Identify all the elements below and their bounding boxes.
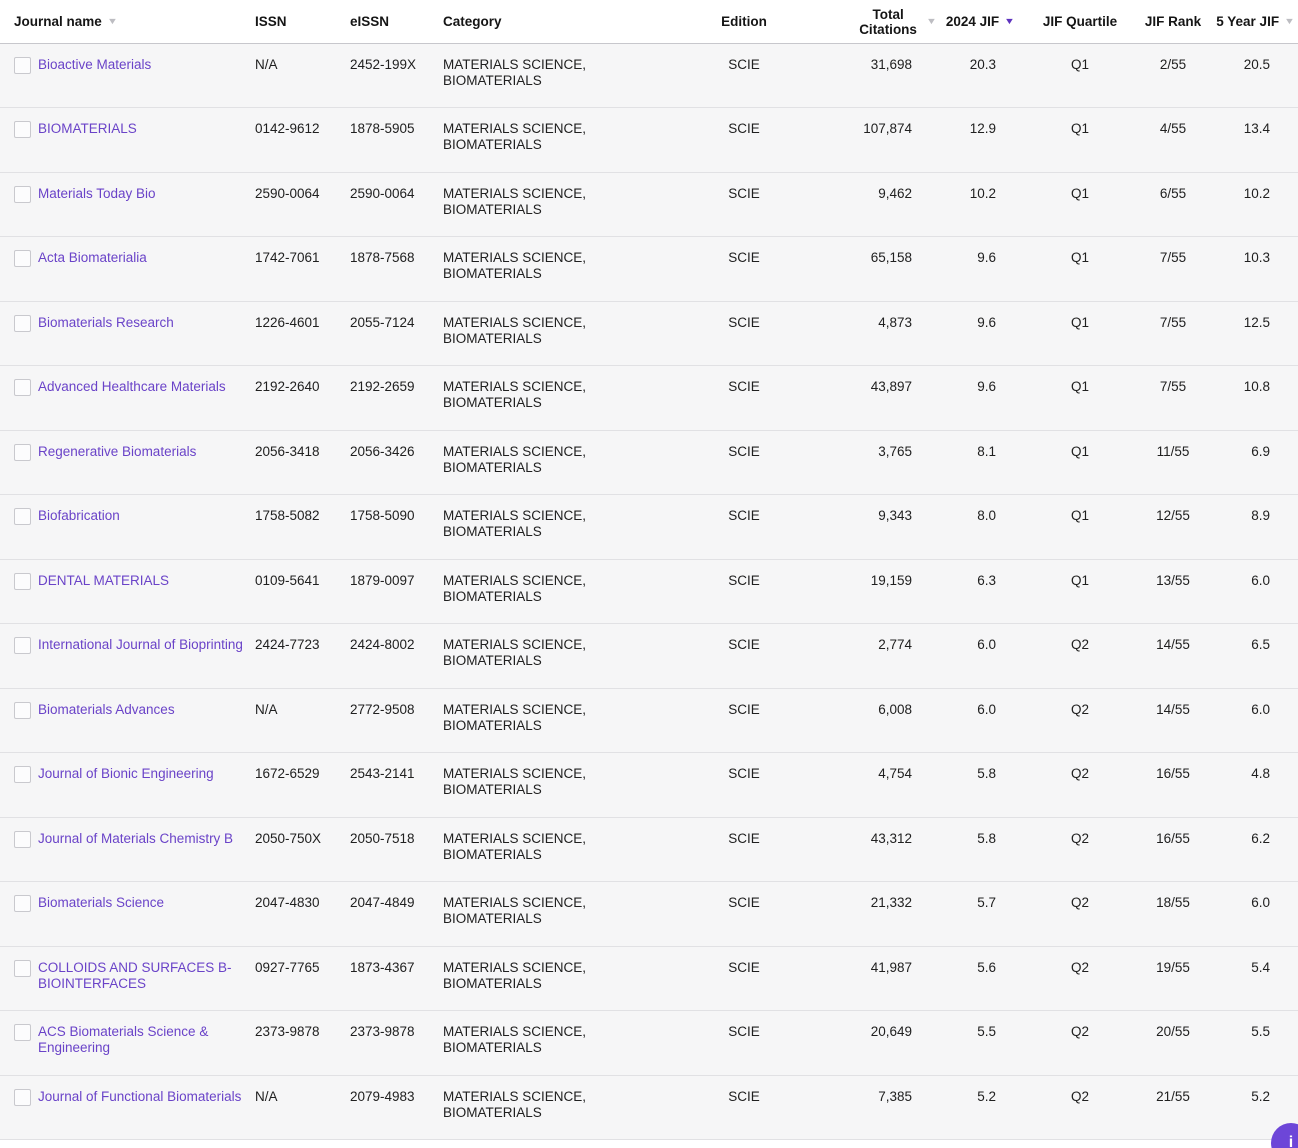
row-checkbox[interactable] xyxy=(14,444,31,461)
journal-name-header-label: Journal name xyxy=(14,14,102,29)
row-checkbox[interactable] xyxy=(14,250,31,267)
edition-cell: SCIE xyxy=(728,508,760,524)
journal-name-link[interactable]: Journal of Bionic Engineering xyxy=(38,766,214,782)
jif-quartile-cell: Q2 xyxy=(1070,830,1089,846)
journal-name-cell xyxy=(38,818,252,847)
row-checkbox[interactable] xyxy=(14,379,31,396)
edition-cell: SCIE xyxy=(728,57,760,72)
jif-cell: 9.6 xyxy=(977,250,996,266)
jif-rank-cell: 7/55 xyxy=(1159,379,1187,395)
jif-quartile-cell: Q2 xyxy=(1070,895,1089,911)
journal-name-link[interactable]: Bioactive Materials xyxy=(38,57,152,72)
table-row xyxy=(0,947,1298,1011)
row-checkbox-cell xyxy=(0,237,38,271)
row-checkbox[interactable] xyxy=(14,57,31,74)
total-citations-cell: 9,343 xyxy=(878,508,912,524)
journal-name-cell xyxy=(38,108,252,137)
issn-cell: 2424-7723 xyxy=(255,637,320,653)
category-value: MATERIALS SCIENCE, BIOMATERIALS xyxy=(443,314,587,346)
category-value: MATERIALS SCIENCE, BIOMATERIALS xyxy=(443,959,587,991)
category-value: MATERIALS SCIENCE, BIOMATERIALS xyxy=(443,766,587,798)
row-checkbox[interactable] xyxy=(14,960,31,977)
column-header-issn xyxy=(252,14,347,29)
journal-name-cell xyxy=(38,431,252,460)
total-citations-cell: 107,874 xyxy=(863,121,912,137)
journal-name-cell xyxy=(38,495,252,524)
jif-header-label: 2024 JIF xyxy=(945,14,1000,29)
total-citations-header-label: Total Citations xyxy=(859,6,917,37)
column-header-journal-name[interactable] xyxy=(0,14,252,29)
edition-cell: SCIE xyxy=(728,250,760,266)
category-cell xyxy=(440,495,698,540)
column-header-jif-quartile xyxy=(1020,14,1140,29)
journal-name-link[interactable]: Journal of Functional Biomaterials xyxy=(38,1088,242,1104)
eissn-cell: 2543-2141 xyxy=(350,766,415,782)
five-year-jif-cell: 6.0 xyxy=(1251,701,1270,717)
jif-quartile-cell: Q2 xyxy=(1070,959,1089,975)
eissn-cell: 1879-0097 xyxy=(350,572,415,588)
sort-desc-icon[interactable]: ▼ xyxy=(1283,16,1296,26)
edition-header-label: Edition xyxy=(721,14,767,29)
issn-cell: 0109-5641 xyxy=(255,572,320,588)
edition-cell: SCIE xyxy=(728,766,760,782)
row-checkbox-cell xyxy=(0,108,38,142)
jif-cell: 9.6 xyxy=(977,314,996,330)
jif-quartile-cell: Q2 xyxy=(1070,1024,1089,1040)
category-cell xyxy=(440,108,698,153)
category-value: MATERIALS SCIENCE, BIOMATERIALS xyxy=(443,572,587,604)
journal-name-link[interactable]: International Journal of Bioprinting xyxy=(38,637,243,653)
journal-name-link[interactable]: Advanced Healthcare Materials xyxy=(38,379,226,395)
issn-cell: 1672-6529 xyxy=(255,766,320,782)
jif-rank-cell: 16/55 xyxy=(1156,830,1190,846)
table-row xyxy=(0,173,1298,237)
five-year-jif-cell: 6.0 xyxy=(1251,572,1270,588)
edition-cell: SCIE xyxy=(728,1024,760,1040)
category-cell xyxy=(440,173,698,218)
table-row xyxy=(0,302,1298,366)
jif-cell: 9.6 xyxy=(977,379,996,395)
issn-cell: 2590-0064 xyxy=(255,185,320,201)
category-cell xyxy=(440,947,698,992)
category-value: MATERIALS SCIENCE, BIOMATERIALS xyxy=(443,1024,587,1056)
jif-rank-cell: 7/55 xyxy=(1159,314,1187,330)
jif-quartile-cell: Q2 xyxy=(1070,637,1089,653)
jif-rank-cell: 7/55 xyxy=(1159,250,1187,266)
five-year-jif-cell: 6.0 xyxy=(1251,895,1270,911)
eissn-cell: 2424-8002 xyxy=(350,637,415,653)
sort-desc-icon[interactable]: ▼ xyxy=(106,16,118,26)
jif-rank-cell: 13/55 xyxy=(1156,572,1190,588)
jif-rank-cell: 2/55 xyxy=(1159,57,1187,72)
row-checkbox-cell xyxy=(0,560,38,594)
issn-cell: 1758-5082 xyxy=(255,508,320,524)
table-row xyxy=(0,108,1298,172)
jif-cell: 8.1 xyxy=(977,443,996,459)
category-value: MATERIALS SCIENCE, BIOMATERIALS xyxy=(443,250,587,282)
table-row xyxy=(0,818,1298,882)
category-cell xyxy=(440,560,698,605)
journal-name-cell xyxy=(38,560,252,589)
eissn-cell: 2373-9878 xyxy=(350,1024,415,1040)
row-checkbox[interactable] xyxy=(14,121,31,138)
journal-name-cell xyxy=(38,1076,252,1105)
total-citations-cell: 7,385 xyxy=(878,1088,912,1104)
column-header-2024-jif[interactable] xyxy=(940,14,1020,29)
jif-rank-cell: 20/55 xyxy=(1156,1024,1190,1040)
sort-desc-icon[interactable]: ▼ xyxy=(925,16,938,26)
table-row xyxy=(0,237,1298,301)
jif-cell: 5.8 xyxy=(977,830,996,846)
journal-name-cell xyxy=(38,44,252,73)
total-citations-cell: 20,649 xyxy=(870,1024,912,1040)
column-header-5-year-jif[interactable] xyxy=(1206,14,1298,29)
journal-name-cell xyxy=(38,689,252,718)
issn-header-label: ISSN xyxy=(255,14,287,29)
jif-quartile-cell: Q2 xyxy=(1070,766,1089,782)
table-header-row xyxy=(0,0,1298,44)
jif-quartile-cell: Q1 xyxy=(1070,250,1089,266)
category-cell xyxy=(440,1011,698,1056)
table-row xyxy=(0,753,1298,817)
issn-cell: 2050-750X xyxy=(255,830,322,846)
eissn-cell: 2055-7124 xyxy=(350,314,415,330)
category-cell xyxy=(440,689,698,734)
jif-cell: 5.2 xyxy=(977,1088,996,1104)
category-cell xyxy=(440,882,698,927)
total-citations-cell: 4,754 xyxy=(878,766,912,782)
category-value: MATERIALS SCIENCE, BIOMATERIALS xyxy=(443,508,587,540)
journal-name-cell xyxy=(38,366,252,395)
issn-cell: 2056-3418 xyxy=(255,443,320,459)
five-year-jif-cell: 20.5 xyxy=(1243,57,1270,72)
jif-rank-cell: 18/55 xyxy=(1156,895,1190,911)
jif-quartile-cell: Q1 xyxy=(1070,314,1089,330)
journal-name-link[interactable]: Regenerative Biomaterials xyxy=(38,443,197,459)
issn-cell: N/A xyxy=(255,701,278,717)
category-cell xyxy=(440,366,698,411)
jif-cell: 5.8 xyxy=(977,766,996,782)
eissn-cell: 1873-4367 xyxy=(350,959,415,975)
eissn-cell: 1878-7568 xyxy=(350,250,415,266)
table-row xyxy=(0,366,1298,430)
five-year-jif-cell: 5.5 xyxy=(1251,1024,1270,1040)
row-checkbox-cell xyxy=(0,495,38,529)
row-checkbox[interactable] xyxy=(14,831,31,848)
row-checkbox[interactable] xyxy=(14,637,31,654)
eissn-cell: 2192-2659 xyxy=(350,379,415,395)
row-checkbox[interactable] xyxy=(14,508,31,525)
eissn-cell: 2056-3426 xyxy=(350,443,415,459)
edition-cell: SCIE xyxy=(728,379,760,395)
five-year-jif-cell: 5.4 xyxy=(1251,959,1270,975)
row-checkbox-cell xyxy=(0,1011,38,1045)
category-value: MATERIALS SCIENCE, BIOMATERIALS xyxy=(443,830,587,862)
edition-cell: SCIE xyxy=(728,443,760,459)
total-citations-cell: 6,008 xyxy=(878,701,912,717)
edition-cell: SCIE xyxy=(728,959,760,975)
journal-name-link[interactable]: Biomaterials Research xyxy=(38,314,174,330)
eissn-cell: 2079-4983 xyxy=(350,1088,415,1104)
jif-cell: 5.5 xyxy=(977,1024,996,1040)
edition-cell: SCIE xyxy=(728,121,760,137)
jif-cell: 10.2 xyxy=(969,185,996,201)
total-citations-cell: 43,897 xyxy=(870,379,912,395)
category-value: MATERIALS SCIENCE, BIOMATERIALS xyxy=(443,895,587,927)
jif-rank-cell: 12/55 xyxy=(1156,508,1190,524)
journal-name-cell xyxy=(38,624,252,653)
five-year-jif-cell: 4.8 xyxy=(1251,766,1270,782)
five-year-jif-cell: 10.3 xyxy=(1243,250,1270,266)
jif-quartile-cell: Q1 xyxy=(1070,185,1089,201)
row-checkbox[interactable] xyxy=(14,895,31,912)
jif-quartile-cell: Q1 xyxy=(1070,508,1089,524)
issn-cell: 1742-7061 xyxy=(255,250,320,266)
row-checkbox-cell xyxy=(0,753,38,787)
edition-cell: SCIE xyxy=(728,185,760,201)
table-row xyxy=(0,431,1298,495)
column-header-category xyxy=(440,14,698,29)
issn-cell: 2047-4830 xyxy=(255,895,320,911)
category-cell xyxy=(440,237,698,282)
total-citations-cell: 31,698 xyxy=(870,57,912,72)
table-body xyxy=(0,44,1298,1140)
column-header-total-citations[interactable] xyxy=(790,7,940,37)
eissn-cell: 2452-199X xyxy=(350,57,417,72)
five-year-jif-cell: 13.4 xyxy=(1243,121,1270,137)
journal-name-link[interactable]: ACS Biomaterials Science & Engineering xyxy=(38,1024,209,1056)
category-cell xyxy=(440,1076,698,1121)
row-checkbox-cell xyxy=(0,624,38,658)
jif-quartile-cell: Q2 xyxy=(1070,701,1089,717)
row-checkbox-cell xyxy=(0,302,38,336)
jif-rank-header-label: JIF Rank xyxy=(1144,14,1202,29)
table-row xyxy=(0,1011,1298,1075)
journal-name-link[interactable]: Biomaterials Advances xyxy=(38,701,175,717)
row-checkbox[interactable] xyxy=(14,315,31,332)
category-value: MATERIALS SCIENCE, BIOMATERIALS xyxy=(443,121,587,153)
jif-quartile-cell: Q1 xyxy=(1070,572,1089,588)
five-year-jif-header-label: 5 Year JIF xyxy=(1216,14,1280,29)
journal-name-link[interactable]: COLLOIDS AND SURFACES B-BIOINTERFACES xyxy=(38,959,232,991)
category-value: MATERIALS SCIENCE, BIOMATERIALS xyxy=(443,1088,587,1120)
jif-quartile-header-label: JIF Quartile xyxy=(1042,14,1118,29)
category-cell xyxy=(440,44,698,89)
category-value: MATERIALS SCIENCE, BIOMATERIALS xyxy=(443,701,587,733)
category-cell xyxy=(440,431,698,476)
category-cell xyxy=(440,818,698,863)
column-header-edition xyxy=(698,14,790,29)
category-header-label: Category xyxy=(443,14,502,29)
jif-cell: 20.3 xyxy=(969,57,996,72)
issn-cell: 2373-9878 xyxy=(255,1024,320,1040)
five-year-jif-cell: 8.9 xyxy=(1251,508,1270,524)
sort-desc-active-icon[interactable]: ▼ xyxy=(1004,16,1016,26)
table-row xyxy=(0,1076,1298,1140)
column-header-jif-rank xyxy=(1140,14,1206,29)
journal-name-link[interactable]: Acta Biomaterialia xyxy=(38,250,147,266)
edition-cell: SCIE xyxy=(728,1088,760,1104)
issn-cell: 0927-7765 xyxy=(255,959,320,975)
total-citations-cell: 65,158 xyxy=(870,250,912,266)
journal-name-cell xyxy=(38,753,252,782)
row-checkbox[interactable] xyxy=(14,766,31,783)
total-citations-cell: 9,462 xyxy=(878,185,912,201)
jif-cell: 5.7 xyxy=(977,895,996,911)
row-checkbox-cell xyxy=(0,1076,38,1110)
row-checkbox-cell xyxy=(0,366,38,400)
jif-quartile-cell: Q2 xyxy=(1070,1088,1089,1104)
edition-cell: SCIE xyxy=(728,701,760,717)
total-citations-cell: 3,765 xyxy=(878,443,912,459)
journal-name-link[interactable]: BIOMATERIALS xyxy=(38,121,137,137)
row-checkbox[interactable] xyxy=(14,702,31,719)
eissn-cell: 2050-7518 xyxy=(350,830,415,846)
total-citations-cell: 41,987 xyxy=(870,959,912,975)
jif-cell: 8.0 xyxy=(977,508,996,524)
category-value: MATERIALS SCIENCE, BIOMATERIALS xyxy=(443,185,587,217)
journal-name-link[interactable]: Materials Today Bio xyxy=(38,185,156,201)
journal-name-cell xyxy=(38,1011,252,1056)
eissn-cell: 1758-5090 xyxy=(350,508,415,524)
total-citations-cell: 4,873 xyxy=(878,314,912,330)
five-year-jif-cell: 6.9 xyxy=(1251,443,1270,459)
journal-name-cell xyxy=(38,237,252,266)
edition-cell: SCIE xyxy=(728,637,760,653)
row-checkbox[interactable] xyxy=(14,1089,31,1106)
total-citations-cell: 19,159 xyxy=(870,572,912,588)
table-row xyxy=(0,495,1298,559)
jif-rank-cell: 4/55 xyxy=(1159,121,1187,137)
jif-quartile-cell: Q1 xyxy=(1070,443,1089,459)
jif-rank-cell: 11/55 xyxy=(1156,443,1190,459)
row-checkbox[interactable] xyxy=(14,573,31,590)
category-value: MATERIALS SCIENCE, BIOMATERIALS xyxy=(443,443,587,475)
issn-cell: N/A xyxy=(255,57,278,72)
journal-name-cell xyxy=(38,302,252,331)
jif-cell: 6.0 xyxy=(977,637,996,653)
row-checkbox-cell xyxy=(0,689,38,723)
table-row xyxy=(0,44,1298,108)
edition-cell: SCIE xyxy=(728,572,760,588)
issn-cell: N/A xyxy=(255,1088,278,1104)
jif-cell: 6.0 xyxy=(977,701,996,717)
row-checkbox[interactable] xyxy=(14,186,31,203)
table-row xyxy=(0,624,1298,688)
issn-cell: 2192-2640 xyxy=(255,379,320,395)
eissn-cell: 2590-0064 xyxy=(350,185,415,201)
jif-rank-cell: 16/55 xyxy=(1156,766,1190,782)
category-cell xyxy=(440,624,698,669)
jif-rank-cell: 19/55 xyxy=(1156,959,1190,975)
journal-name-link[interactable]: DENTAL MATERIALS xyxy=(38,572,170,588)
jif-rank-cell: 14/55 xyxy=(1156,701,1190,717)
category-cell xyxy=(440,302,698,347)
journal-name-cell xyxy=(38,882,252,911)
jif-cell: 6.3 xyxy=(977,572,996,588)
jif-quartile-cell: Q1 xyxy=(1070,379,1089,395)
table-row xyxy=(0,689,1298,753)
five-year-jif-cell: 10.8 xyxy=(1243,379,1270,395)
column-header-eissn xyxy=(347,14,440,29)
row-checkbox-cell xyxy=(0,431,38,465)
five-year-jif-cell: 6.5 xyxy=(1251,637,1270,653)
jif-rank-cell: 6/55 xyxy=(1159,185,1187,201)
journal-name-link[interactable]: Biofabrication xyxy=(38,508,120,524)
total-citations-cell: 21,332 xyxy=(870,895,912,911)
five-year-jif-cell: 12.5 xyxy=(1243,314,1270,330)
jif-cell: 5.6 xyxy=(977,959,996,975)
row-checkbox-cell xyxy=(0,44,38,78)
row-checkbox-cell xyxy=(0,947,38,981)
row-checkbox[interactable] xyxy=(14,1024,31,1041)
row-checkbox-cell xyxy=(0,882,38,916)
eissn-header-label: eISSN xyxy=(350,14,390,29)
category-value: MATERIALS SCIENCE, BIOMATERIALS xyxy=(443,637,587,669)
row-checkbox-cell xyxy=(0,173,38,207)
issn-cell: 0142-9612 xyxy=(255,121,320,137)
category-value: MATERIALS SCIENCE, BIOMATERIALS xyxy=(443,379,587,411)
jif-quartile-cell: Q1 xyxy=(1070,57,1089,72)
category-cell xyxy=(440,753,698,798)
jif-rank-cell: 14/55 xyxy=(1156,637,1190,653)
journal-name-cell xyxy=(38,173,252,202)
eissn-cell: 2772-9508 xyxy=(350,701,415,717)
edition-cell: SCIE xyxy=(728,895,760,911)
edition-cell: SCIE xyxy=(728,830,760,846)
edition-cell: SCIE xyxy=(728,314,760,330)
eissn-cell: 1878-5905 xyxy=(350,121,415,137)
five-year-jif-cell: 5.2 xyxy=(1251,1088,1270,1104)
table-row xyxy=(0,882,1298,946)
total-citations-cell: 43,312 xyxy=(870,830,912,846)
info-icon: i xyxy=(1288,1134,1294,1148)
journal-name-link[interactable]: Journal of Materials Chemistry B xyxy=(38,830,234,846)
journal-name-link[interactable]: Biomaterials Science xyxy=(38,895,165,911)
issn-cell: 1226-4601 xyxy=(255,314,320,330)
table-row xyxy=(0,560,1298,624)
jif-cell: 12.9 xyxy=(969,121,996,137)
journal-name-cell xyxy=(38,947,252,992)
five-year-jif-cell: 10.2 xyxy=(1243,185,1270,201)
jif-rank-cell: 21/55 xyxy=(1156,1088,1190,1104)
row-checkbox-cell xyxy=(0,818,38,852)
eissn-cell: 2047-4849 xyxy=(350,895,415,911)
total-citations-cell: 2,774 xyxy=(878,637,912,653)
category-value: MATERIALS SCIENCE, BIOMATERIALS xyxy=(443,57,587,88)
jif-quartile-cell: Q1 xyxy=(1070,121,1089,137)
five-year-jif-cell: 6.2 xyxy=(1251,830,1270,846)
